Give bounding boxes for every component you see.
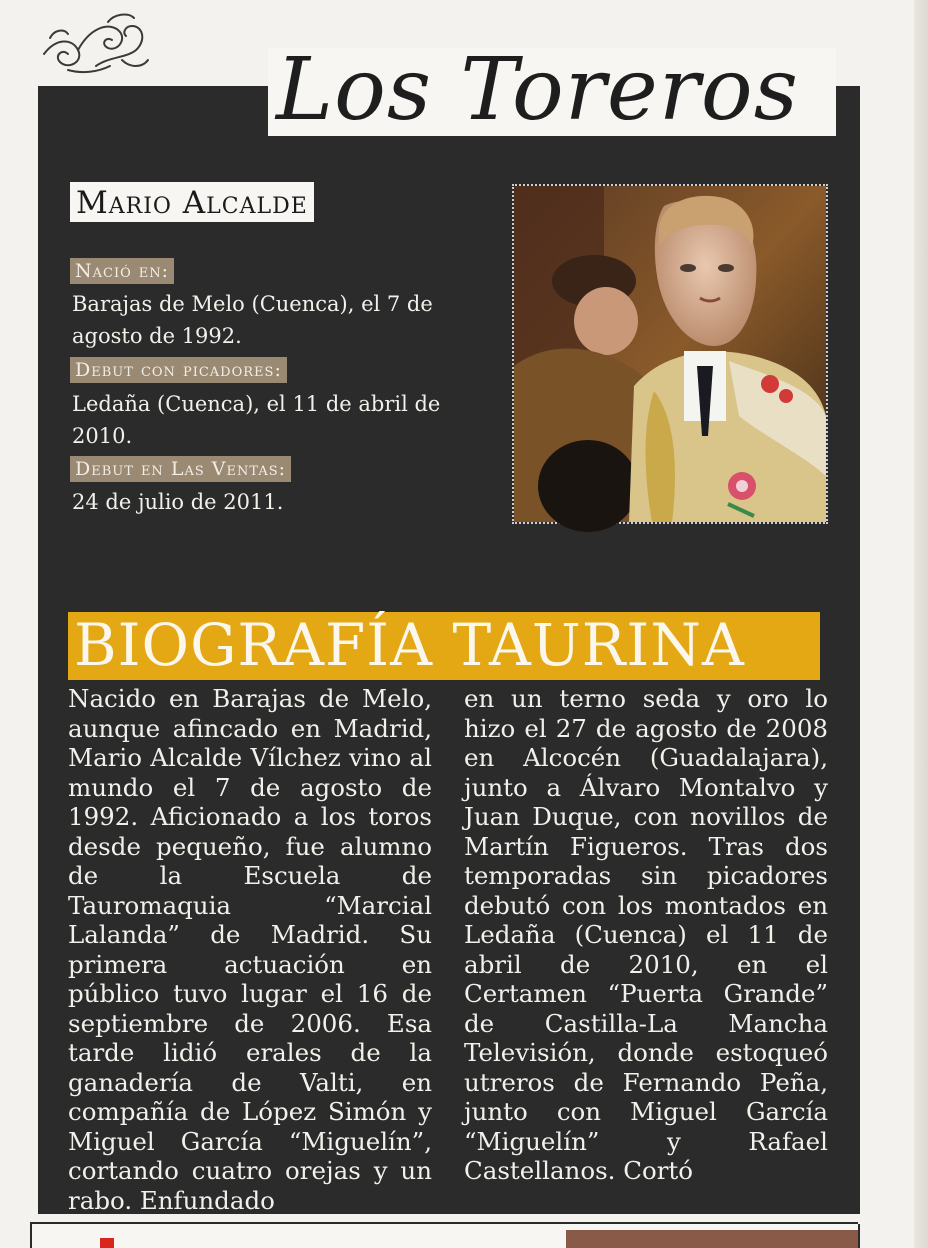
next-section-photo [566,1230,858,1248]
next-section-mark [100,1238,114,1248]
debut-picadores-label: Debut con picadores: [70,357,287,383]
flourish-ornament-icon [38,8,154,78]
debut-ventas-label: Debut en Las Ventas: [70,456,291,482]
page-edge [914,0,928,1248]
page-title: Los Toreros [276,40,799,140]
birthplace-label: Nació en: [70,258,174,284]
biography-text-right: en un terno seda y oro lo hizo el 27 de agosto de 2008 en Alcocén (Guadalajara), junto a Álvaro Montalvo y Juan Duque, con novillos de Martín Figueros. Tras dos temporadas sin picadores debutó con los montados en Ledaña (Cuenca) el 11 de abril de 2010, en el Certamen “Puerta Grande” de Castilla-La Mancha Televisión, donde estoqueó utreros de Fernando Peña, junto con Miguel García “Miguelín” y Rafael Castellanos. Cortó [464,684,828,1185]
biography-text-left: Nacido en Barajas de Melo, aunque afincado en Madrid, Mario Alcalde Vílchez vino al mundo el 7 de agosto de 1992. Aficionado a los toros desde pequeño, fue alumno de la Escuela de Tauromaquia “Marcial Lalanda” de Madrid. Su primera actuación en público tuvo lugar el 16 de septiembre de 2006. Esa tarde lidió erales de la ganadería de Valti, en compañía de López Simón y Miguel García “Miguelín”, cortando cuatro orejas y un rabo. Enfundado [68,684,432,1215]
torero-name: Mario Alcalde [70,182,314,222]
debut-ventas-value: 24 de julio de 2011. [72,490,284,514]
torero-portrait-photo [512,184,828,524]
birthplace-value: Barajas de Melo (Cuenca), el 7 de agosto de 1992. [72,292,433,348]
biography-column-right [464,684,828,1185]
biography-heading: BIOGRAFÍA TAURINA [74,611,745,679]
biography-column-left [68,684,432,1215]
debut-picadores-value: Ledaña (Cuenca), el 11 de abril de 2010. [72,392,441,448]
